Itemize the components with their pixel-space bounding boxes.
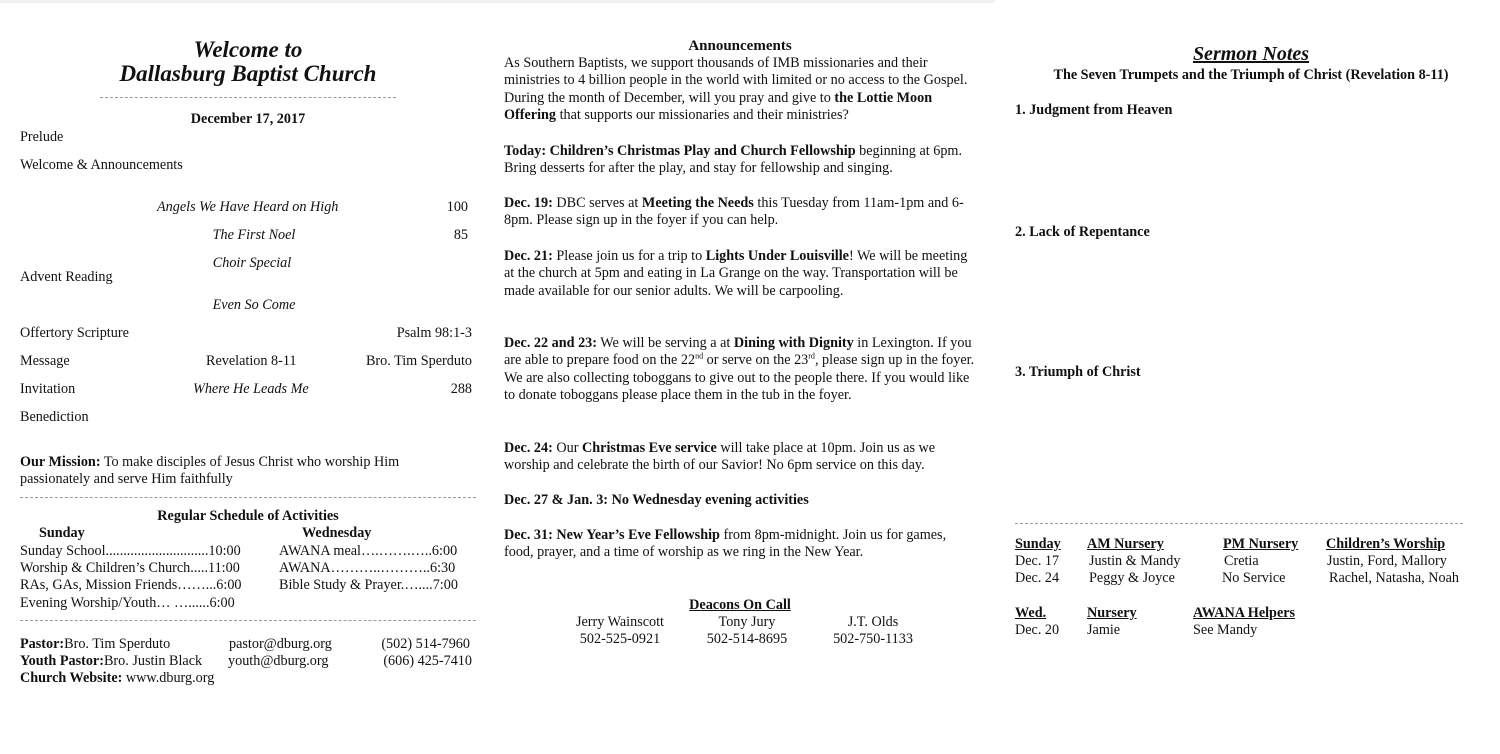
dec22-text-a: in Lexington. If you are able to prepare food on the 22: [504, 335, 972, 369]
message-speaker: Bro. Tim Sperduto: [365, 353, 472, 369]
invitation-label: Invitation: [20, 381, 76, 397]
mission-text: To make disciples of Jesus Christ who worship Him passionately and serve Him faithfully: [20, 454, 400, 487]
church-name: Dallasburg Baptist Church: [119, 61, 377, 86]
schedule-sunday-item: Worship & Children’s Church.....11:00: [20, 560, 240, 576]
welcome-announcements: Welcome & Announcements: [20, 157, 183, 173]
dec24-text-end: will take place at 10pm. Join us as we worship and celebrate the birth of our Savior! No 6pm service on this day.: [504, 440, 936, 474]
wed-header: Wed.: [1015, 605, 1047, 621]
mission-statement: [20, 454, 460, 488]
nursery-header-am: AM Nursery: [1087, 536, 1164, 552]
message-text: Revelation 8-11: [206, 353, 297, 369]
offertory-label: Offertory Scripture: [20, 325, 129, 341]
dec24-label: Dec. 24:: [504, 440, 553, 456]
deacon-phone: 502-525-0921: [579, 631, 661, 647]
ordinal-rd: rd: [808, 351, 815, 361]
dec22-text-c: , please sign up in the foyer. We are also collecting toboggans to give out to the people there. If you would like to donate toboggans please place them in the tub in the foyer.: [504, 352, 975, 403]
nursery-header-pm: PM Nursery: [1223, 536, 1299, 552]
awana-helpers: See Mandy: [1193, 622, 1258, 638]
dec21-label: Dec. 21:: [504, 248, 553, 264]
choir-special: Choir Special: [212, 255, 292, 271]
youth-pastor-line: [20, 653, 202, 670]
dec31-text: from 8pm-midnight. Join us for games, food, prayer, and a time of worship as we ring in the New Year.: [504, 527, 947, 561]
announcement-lottie-moon: [504, 55, 976, 124]
christmas-eve-service: Christmas Eve service: [582, 440, 717, 456]
schedule-wednesday-item: Bible Study & Prayer.…....7:00: [279, 577, 458, 593]
title-divider: [100, 97, 396, 98]
lottie-intro-text: As Southern Baptists, we support thousands of IMB missionaries and their ministries to 4 billion people in the world with limited or no access to the Gospel. During the month of December, will you pray and give to: [504, 55, 968, 106]
schedule-sunday-item: Sunday School.............................10:00: [20, 543, 241, 559]
mission-label: Our Mission:: [20, 454, 101, 470]
website-link[interactable]: www.dburg.org: [122, 670, 215, 686]
schedule-divider: [20, 620, 476, 621]
schedule-sunday-heading: Sunday: [39, 525, 85, 541]
wed-nursery: Jamie: [1087, 622, 1121, 638]
website-line: [20, 670, 214, 687]
dec19-text-end: this Tuesday from 11am-1pm and 6-8pm. Please sign up in the foyer if you can help.: [504, 195, 964, 229]
mission-divider: [20, 497, 476, 498]
hymn-1-title: Angels We Have Heard on High: [157, 199, 339, 215]
hymn-1-number: 100: [446, 199, 468, 215]
pastor-line: [20, 636, 170, 653]
benediction: Benediction: [20, 409, 89, 425]
prelude: Prelude: [20, 129, 64, 145]
hymn-2-number: 85: [453, 227, 468, 243]
lottie-moon-offering: the Lottie Moon Offering: [504, 89, 933, 123]
even-so-come: Even So Come: [212, 297, 296, 313]
youth-pastor-name: Bro. Justin Black: [103, 653, 203, 669]
sermon-subtitle: The Seven Trumpets and the Triumph of Christ (Revelation 8-11): [1053, 67, 1449, 83]
deacon-name: Tony Jury: [718, 614, 776, 630]
youth-pastor-phone: (606) 425-7410: [383, 653, 472, 669]
nursery-date: Dec. 17: [1015, 553, 1060, 569]
welcome-line-1: Welcome to: [193, 37, 303, 62]
new-years-eve-fellowship: Dec. 31: New Year’s Eve Fellowship: [504, 527, 720, 543]
sermon-point: 2. Lack of Repentance: [1015, 224, 1150, 240]
nursery-pm: No Service: [1222, 570, 1286, 586]
deacon-name: J.T. Olds: [847, 614, 899, 630]
announcement-dec-21: [504, 248, 976, 300]
nursery-header-sunday: Sunday: [1015, 536, 1061, 552]
schedule-sunday-item: RAs, GAs, Mission Friends……...6:00: [20, 577, 242, 593]
announcement-dec-27: Dec. 27 & Jan. 3: No Wednesday evening activities: [504, 492, 809, 508]
dec19-text: DBC serves at: [552, 195, 642, 211]
pastor-email[interactable]: pastor@dburg.org: [229, 636, 332, 652]
sermon-point: 3. Triumph of Christ: [1015, 364, 1141, 380]
deacon-phone: 502-514-8695: [706, 631, 788, 647]
schedule-title: Regular Schedule of Activities: [157, 508, 339, 524]
wed-date: Dec. 20: [1015, 622, 1060, 638]
offertory-ref: Psalm 98:1-3: [396, 325, 472, 341]
dec19-label: Dec. 19:: [504, 195, 553, 211]
deacon-name: Jerry Wainscott: [575, 614, 665, 630]
schedule-wednesday-item: AWANA meal….…….…..6:00: [279, 543, 458, 559]
ordinal-nd: nd: [695, 351, 704, 361]
announcement-dec-24: [504, 440, 976, 475]
nursery-am: Justin & Mandy: [1089, 553, 1181, 569]
awana-helpers-header: AWANA Helpers: [1193, 605, 1296, 621]
deacons-title: Deacons On Call: [689, 597, 791, 613]
invitation-song: Where He Leads Me: [193, 381, 309, 397]
dec24-text: Our: [552, 440, 583, 456]
nursery-childrens-worship: Rachel, Natasha, Noah: [1329, 570, 1460, 586]
deacon-phone: 502-750-1133: [833, 631, 913, 647]
lights-under-louisville: Lights Under Louisville: [705, 248, 849, 264]
today-text: beginning at 6pm. Bring desserts for after the play, and stay for fellowship and singing.: [504, 143, 963, 177]
youth-pastor-email[interactable]: youth@dburg.org: [228, 653, 329, 669]
nursery-am: Peggy & Joyce: [1089, 570, 1175, 586]
lottie-intro-end: that supports our missionaries and their ministries?: [556, 106, 849, 123]
website-label: Church Website:: [20, 670, 123, 686]
wed-nursery-header: Nursery: [1087, 605, 1137, 621]
pastor-label: Pastor:: [20, 636, 65, 652]
announcement-dec-22-23: [504, 335, 976, 404]
dec22-text-b: or serve on the 23: [703, 352, 809, 369]
meeting-the-needs: Meeting the Needs: [641, 195, 754, 211]
nursery-date: Dec. 24: [1015, 570, 1060, 586]
announcement-dec-31: [504, 527, 976, 562]
nursery-header-childrens-worship: Children’s Worship: [1326, 536, 1446, 552]
announcements-title: Announcements: [688, 38, 792, 54]
nursery-divider: [1015, 523, 1463, 524]
invitation-number: 288: [450, 381, 472, 397]
service-date: December 17, 2017: [190, 111, 306, 127]
dec21-text: Please join us for a trip to: [552, 248, 706, 264]
hymn-2-title: The First Noel: [212, 227, 296, 243]
top-edge: [0, 0, 995, 3]
sermon-notes-title: Sermon Notes: [1192, 43, 1310, 65]
schedule-wednesday-heading: Wednesday: [302, 525, 372, 541]
message-label: Message: [20, 353, 70, 369]
nursery-pm: Cretia: [1224, 553, 1259, 569]
youth-pastor-label: Youth Pastor:: [20, 653, 104, 669]
announcement-today: [504, 143, 976, 178]
schedule-wednesday-item: AWANA………..………..6:30: [279, 560, 456, 576]
pastor-phone: (502) 514-7960: [381, 636, 470, 652]
dec22-label: Dec. 22 and 23:: [504, 335, 598, 351]
advent-reading: Advent Reading: [20, 269, 113, 285]
dec22-text: We will be serving a at: [597, 335, 734, 351]
dining-with-dignity: Dining with Dignity: [733, 335, 854, 351]
sermon-point: 1. Judgment from Heaven: [1015, 102, 1173, 118]
schedule-sunday-item: Evening Worship/Youth… …......6:00: [20, 595, 235, 611]
pastor-name: Bro. Tim Sperduto: [64, 636, 171, 652]
today-event: Today: Children’s Christmas Play and Church Fellowship: [504, 143, 856, 159]
dec21-text-end: ! We will be meeting at the church at 5pm and eating in La Grange on the way. Transportation will be made available for our senior adults. We will be carpooling.: [504, 248, 968, 299]
nursery-childrens-worship: Justin, Ford, Mallory: [1327, 553, 1447, 569]
announcement-dec-19: [504, 195, 976, 230]
